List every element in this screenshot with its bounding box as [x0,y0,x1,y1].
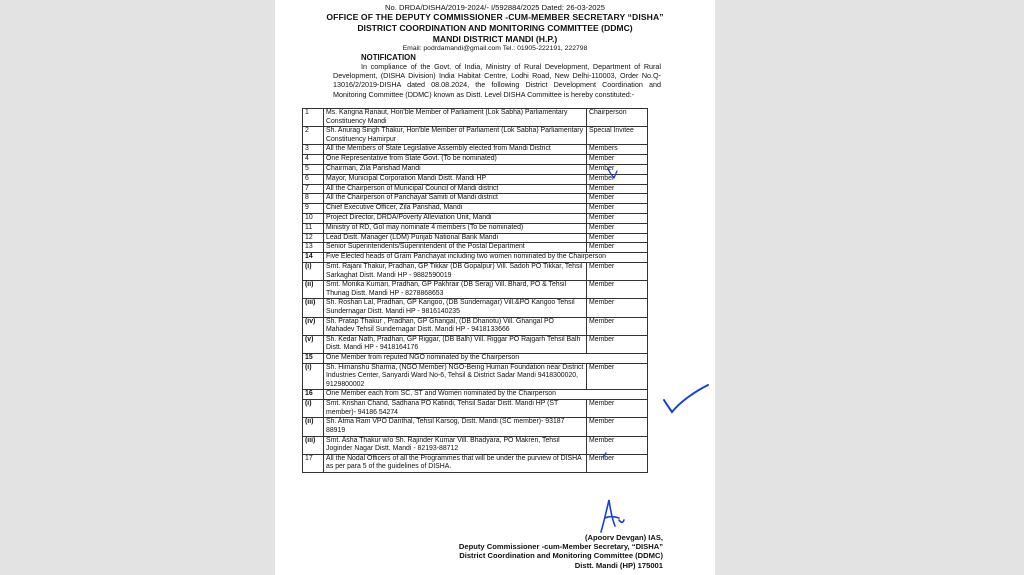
row-role: Member [587,400,648,418]
row-number: 9 [303,204,324,214]
table-row [303,317,648,335]
table-row [303,353,648,363]
table-row [303,299,648,317]
row-description: Ms. Kangna Ranaut, Hon'ble Member of Parliament (Lok Sabha) Parliamentary Constituency Mandi [324,109,587,127]
row-role: Member [587,243,648,253]
table-row [303,184,648,194]
row-role: Member [587,155,648,165]
row-number: (iii) [303,299,324,317]
table-row [303,390,648,400]
committee-table [302,108,648,473]
table-row [303,194,648,204]
row-description: All the Chairperson of Panchayat Samiti of Mandi district [324,194,587,204]
row-role: Member [587,233,648,243]
pen-dot-icon [600,450,610,460]
row-number: 2 [303,127,324,145]
row-number: 14 [303,253,324,263]
row-role: Member [587,363,648,390]
table-row [303,418,648,436]
table-row [303,335,648,353]
table-row [303,164,648,174]
row-description: Sh. Roshan Lal, Pradhan, GP Kangoo, (DB Sundernagar) Vill.&PO Kangoo Tehsil Sundernagar Distt. Mandi HP - 9816140235 [324,299,587,317]
row-number: 10 [303,213,324,223]
row-number: 11 [303,223,324,233]
row-description: Smt. Asha Thakur w/o Sh. Rajinder Kumar Vill. Bhadyara, PO Makreri, Tehsil Joginder Nagar Distt. Mandi - 82193-88712 [324,436,587,454]
row-description: Chairman, Zila Parishad Mandi [324,164,587,174]
notification-body: In compliance of the Govt. of India, Ministry of Rural Development, Department of Rural Development, (DISHA Division) India Habitat Centre, Lodhi Road, New Delhi-110003, Order No.Q-13016/2/2019-DISHA dated 08.08.2024, the following District Development Coordination and Monitoring Committee (DDMC) known as Distt. Level DISHA Committee is hereby constituted:- [333,62,661,99]
row-role: Members [587,145,648,155]
row-number: (iv) [303,317,324,335]
row-number: (i) [303,400,324,418]
row-description: Smt. Krishan Chand, Sadhana PO Katindi, Tehsil Sadar Distt. Mandi HP (ST member)- 94186 54274 [324,400,587,418]
table-row [303,243,648,253]
row-description: Smt. Monika Kumari, Pradhan, GP Pakhrair (DB Seraj) Vill. Bhard, PO & Tehsil Thunag Distt. Mandi HP - 8278868653 [324,281,587,299]
row-role: Member [587,299,648,317]
table-row [303,454,648,472]
row-description: Sh. Himanshu Sharma, (NGO Member) NGO-Being Human Foundation near District Industries Center, Sanyardi Ward No-6, Tehsil & District Sadar Mandi 9418300020, 9129800002 [324,363,587,390]
table-row [303,253,648,263]
document-page [275,0,715,575]
row-description: Senior Superintendents/Superintendent of the Postal Department [324,243,587,253]
row-number: (v) [303,335,324,353]
row-description: Smt. Rajani Thakur, Pradhan, GP Tikkar (DB Gopalpur) Vill. Sadoh PO Tikkar, Tehsil Sarkaghat Distt. Mandi HP - 9882590019 [324,262,587,280]
row-description: Sh. Pratap Thakur , Pradhan, GP Ghangal, (DB Dhanotu) Vill. Ghangal PO Mahadev Tehsil Sundernagar Distt. Mandi HP - 9418133666 [324,317,587,335]
table-row [303,281,648,299]
row-number: (i) [303,363,324,390]
committee-table-body [303,109,648,473]
contact-line: Email: podrdamandi@gmail.com Tel.: 01905-222191, 222798 [402,45,588,52]
row-role: Member [587,454,648,472]
row-description: All the Members of State Legislative Assembly elected from Mandi District [324,145,587,155]
row-number: 16 [303,390,324,400]
row-number: 17 [303,454,324,472]
row-number: 13 [303,243,324,253]
row-number: 7 [303,184,324,194]
row-description: Sh. Atma Ram VPO Danthal, Tehsil Karsog, Distt. Mandi (SC member)- 93187 88919 [324,418,587,436]
row-description: All the Nodal Officers of all the Programmes that will be under the purview of DISHA as per para 5 of the guidelines of DISHA. [324,454,587,472]
row-description: One Member from reputed NGO nominated by the Chairperson [324,353,648,363]
row-number: 5 [303,164,324,174]
row-description: Chief Executive Officer, Zila Parishad, Mandi [324,204,587,214]
row-number: (ii) [303,281,324,299]
office-heading: OFFICE OF THE DEPUTY COMMISSIONER -CUM-MEMBER SECRETARY “DISHA” [326,12,664,22]
row-role: Member [587,204,648,214]
row-number: 4 [303,155,324,165]
table-row [303,204,648,214]
signatory-name: (Apoorv Devgan) IAS, [584,533,663,542]
row-role: Member [587,174,648,184]
row-number: 8 [303,194,324,204]
table-row [303,436,648,454]
row-description: Sh. Kedar Nath, Pradhan, GP Riggar, (DB Balh) Vill. Riggar PO Rajgarh Tehsil Balh Distt. Mandi HP - 9418164176 [324,335,587,353]
row-description: One Representative from State Govt. (To be nominated) [324,155,587,165]
table-row [303,400,648,418]
row-role: Member [587,418,648,436]
row-description: Sh. Anurag Singh Thakur, Hon'ble Member of Parliament (Lok Sabha) Parliamentary Constituency Hamirpur [324,127,587,145]
district-heading: MANDI DISTRICT MANDI (H.P.) [432,34,558,44]
committee-heading: DISTRICT COORDINATION AND MONITORING COMMITTEE (DDMC) [357,23,633,33]
row-number: 1 [303,109,324,127]
row-role: Member [587,281,648,299]
check-mark-icon [660,382,712,416]
row-role: Member [587,335,648,353]
table-row [303,262,648,280]
signatory-address: Distt. Mandi (HP) 175001 [574,561,663,570]
table-row [303,363,648,390]
row-number: (iii) [303,436,324,454]
row-description: Project Director, DRDA/Poverty Alleviation Unit, Mandi [324,213,587,223]
table-row [303,233,648,243]
pen-mark-icon [605,166,621,182]
row-role: Member [587,184,648,194]
row-description: Ministry of RD, GoI may nominate 4 members (To be nominated) [324,223,587,233]
table-row [303,213,648,223]
row-number: (i) [303,262,324,280]
row-description: One Member each from SC, ST and Women nominated by the Chairperson [324,390,648,400]
row-number: 6 [303,174,324,184]
row-role: Member [587,317,648,335]
row-role: Chairperson [587,109,648,127]
signatory-committee: District Coordination and Monitoring Committee (DDMC) [459,551,663,560]
row-number: (ii) [303,418,324,436]
row-description: Mayor, Municipal Corporation Mandi Distt. Mandi HP [324,174,587,184]
table-row [303,223,648,233]
row-role: Member [587,436,648,454]
table-row [303,109,648,127]
notification-title: NOTIFICATION [361,53,416,62]
table-row [303,155,648,165]
reference-number: No. DRDA/DISHA/2019-2024/- I/592884/2025 Dated: 26-03-2025 [385,3,605,12]
row-role: Special Invitee [587,127,648,145]
row-role: Member [587,194,648,204]
row-role: Member [587,262,648,280]
row-number: 12 [303,233,324,243]
row-role: Member [587,164,648,174]
row-number: 15 [303,353,324,363]
table-row [303,127,648,145]
row-number: 3 [303,145,324,155]
signatory-designation: Deputy Commissioner -cum-Member Secretary, “DISHA” [458,542,663,551]
row-description: All the Chairperson of Municipal Council of Mandi district [324,184,587,194]
row-description: Lead Distt. Manager (LDM) Punjab National Bank Mandi [324,233,587,243]
table-row [303,174,648,184]
table-row [303,145,648,155]
signature-icon [593,496,633,536]
row-role: Member [587,223,648,233]
row-role: Member [587,213,648,223]
row-description: Five Elected heads of Gram Panchayat including two women nominated by the Chairperson [324,253,648,263]
